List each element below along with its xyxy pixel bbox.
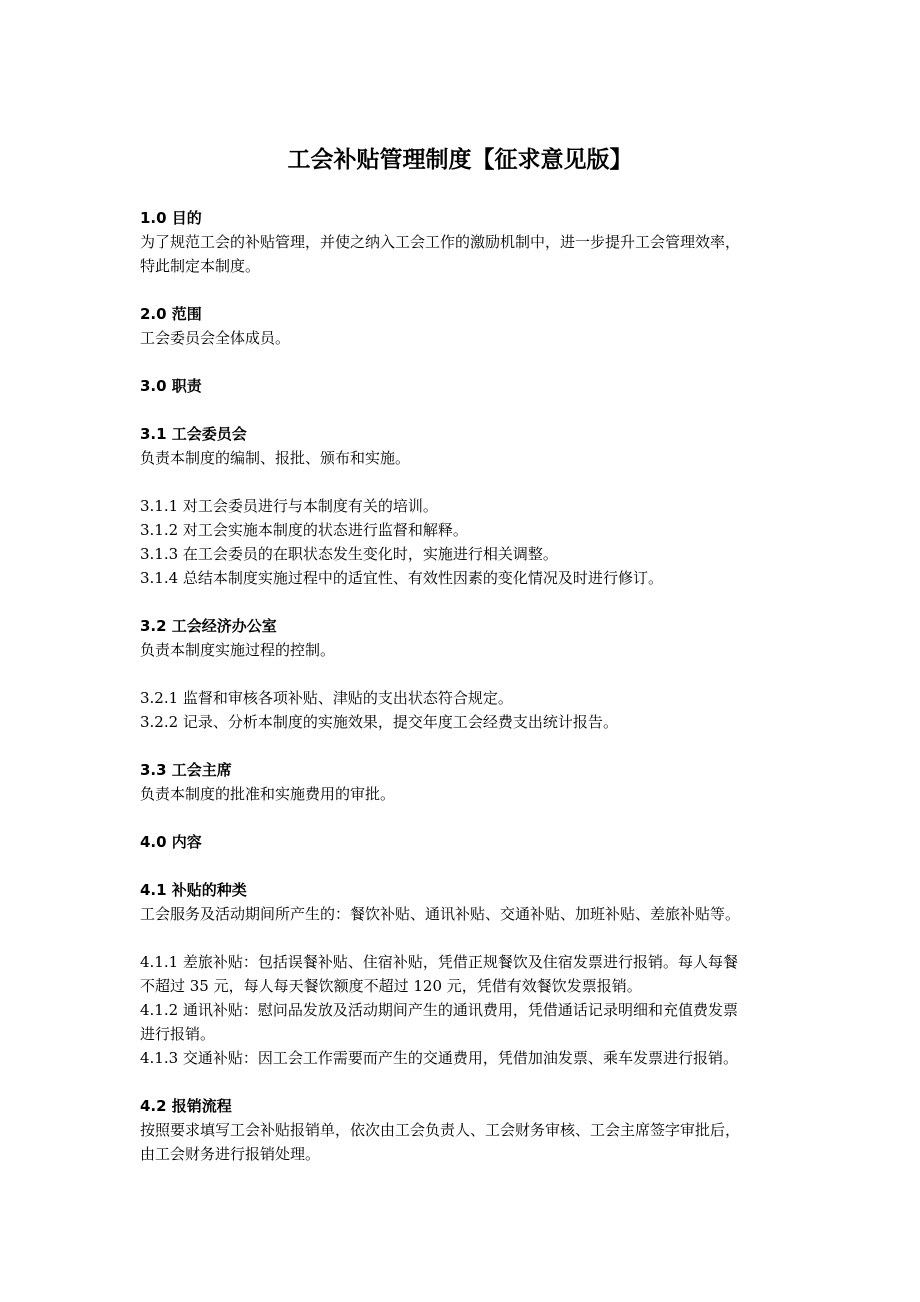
section-heading: 2.0 范围	[140, 305, 202, 323]
paragraph-gap	[140, 662, 790, 686]
section-heading: 3.0 职责	[140, 377, 202, 395]
section	[140, 422, 790, 470]
body-line: 由工会财务进行报销处理。	[140, 1145, 321, 1163]
section-heading: 4.2 报销流程	[140, 1097, 232, 1115]
body-line: 3.1.4 总结本制度实施过程中的适宜性、有效性因素的变化情况及时进行修订。	[140, 569, 663, 587]
body-line: 进行报销。	[140, 1025, 216, 1043]
section	[140, 494, 790, 590]
section-heading: 1.0 目的	[140, 209, 202, 227]
section	[140, 830, 790, 854]
body-line: 3.1.2 对工会实施本制度的状态进行监督和解释。	[140, 521, 468, 539]
paragraph-gap	[140, 278, 790, 302]
section	[140, 758, 790, 806]
body-line: 3.1.1 对工会委员进行与本制度有关的培训。	[140, 497, 438, 515]
section	[140, 302, 790, 350]
body-line: 3.2.1 监督和审核各项补贴、津贴的支出状态符合规定。	[140, 689, 513, 707]
section-heading: 3.2 工会经济办公室	[140, 617, 277, 635]
body-line: 按照要求填写工会补贴报销单，依次由工会负责人、工会财务审核、工会主席签字审批后，	[140, 1121, 741, 1139]
paragraph-gap	[140, 734, 790, 758]
section	[140, 878, 790, 926]
body-line: 特此制定本制度。	[140, 257, 261, 275]
body-line: 工会委员会全体成员。	[140, 329, 291, 347]
section-heading: 4.1 补贴的种类	[140, 881, 247, 899]
paragraph-gap	[140, 806, 790, 830]
document-body	[140, 206, 790, 1166]
section	[140, 614, 790, 662]
section	[140, 374, 790, 398]
body-line: 3.1.3 在工会委员的在职状态发生变化时，实施进行相关调整。	[140, 545, 558, 563]
paragraph-gap	[140, 398, 790, 422]
body-line: 4.1.1 差旅补贴：包括误餐补贴、住宿补贴，凭借正规餐饮及住宿发票进行报销。每人每餐	[140, 953, 738, 971]
body-line: 不超过 35 元，每人每天餐饮额度不超过 120 元，凭借有效餐饮发票报销。	[140, 977, 642, 995]
body-line: 工会服务及活动期间所产生的：餐饮补贴、通讯补贴、交通补贴、加班补贴、差旅补贴等。	[140, 905, 741, 923]
body-line: 3.2.2 记录、分析本制度的实施效果，提交年度工会经费支出统计报告。	[140, 713, 618, 731]
paragraph-gap	[140, 854, 790, 878]
body-line: 4.1.2 通讯补贴：慰问品发放及活动期间产生的通讯费用，凭借通话记录明细和充值费发票	[140, 1001, 738, 1019]
body-line: 负责本制度的批准和实施费用的审批。	[140, 785, 396, 803]
paragraph-gap	[140, 1070, 790, 1094]
paragraph-gap	[140, 926, 790, 950]
section	[140, 686, 790, 734]
document-title: 工会补贴管理制度【征求意见版】	[287, 147, 633, 173]
section	[140, 206, 790, 278]
body-line: 为了规范工会的补贴管理，并使之纳入工会工作的激励机制中，进一步提升工会管理效率，	[140, 233, 741, 251]
section-heading: 3.1 工会委员会	[140, 425, 247, 443]
paragraph-gap	[140, 470, 790, 494]
body-line: 4.1.3 交通补贴：因工会工作需要而产生的交通费用，凭借加油发票、乘车发票进行报销。	[140, 1049, 738, 1067]
section	[140, 950, 790, 1070]
paragraph-gap	[140, 590, 790, 614]
section-heading: 3.3 工会主席	[140, 761, 232, 779]
section-heading: 4.0 内容	[140, 833, 202, 851]
section	[140, 1094, 790, 1166]
body-line: 负责本制度实施过程的控制。	[140, 641, 336, 659]
body-line: 负责本制度的编制、报批、颁布和实施。	[140, 449, 411, 467]
paragraph-gap	[140, 350, 790, 374]
